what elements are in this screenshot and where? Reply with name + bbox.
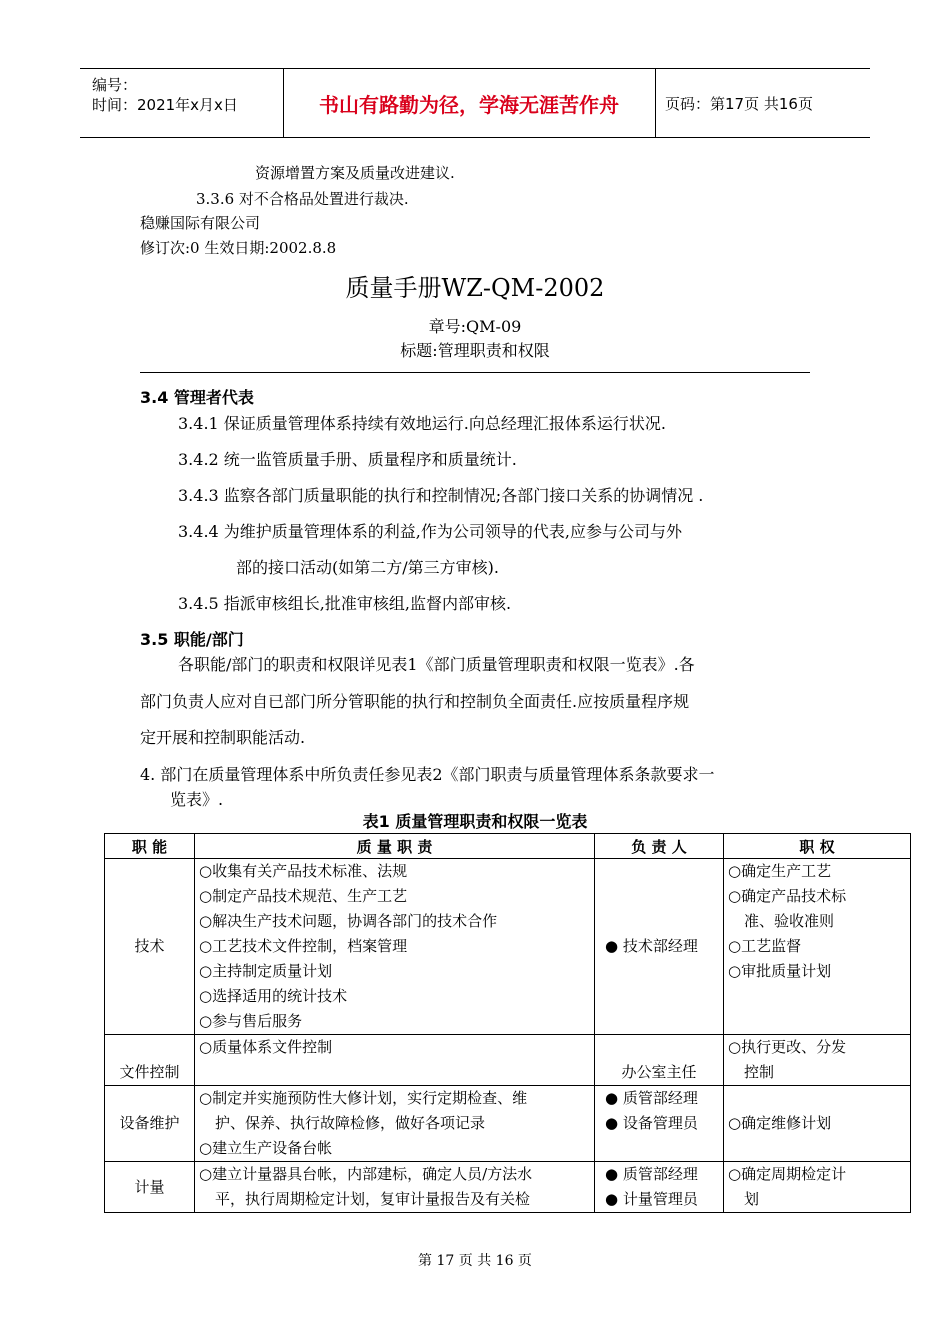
duties-cell <box>195 1162 595 1213</box>
authority-item: 控制 <box>744 1063 775 1081</box>
body-line: 3.3.6 对不合格品处置进行裁决. <box>196 190 409 208</box>
duty-item: ○建立生产设备台帐 <box>199 1139 333 1157</box>
authority-item: ○确定周期检定计 <box>728 1165 847 1183</box>
owner-item: ● 计量管理员 <box>605 1190 698 1208</box>
duty-item: ○主持制定质量计划 <box>199 962 333 980</box>
column-header: 负 责 人 <box>595 834 724 859</box>
authority-cell <box>724 1086 911 1162</box>
function-cell: 技术 <box>105 859 195 1035</box>
clause-item: 3.4.5 指派审核组长,批准审核组,监督内部审核. <box>178 594 512 613</box>
owner-cell <box>595 1162 724 1213</box>
table-header-row <box>105 834 911 859</box>
body-line: 资源增置方案及质量改进建议. <box>255 164 455 182</box>
duties-cell <box>195 859 595 1035</box>
header-meta <box>92 75 238 115</box>
company-name: 稳赚国际有限公司 <box>140 214 261 232</box>
authority-item: ○审批质量计划 <box>728 962 832 980</box>
paragraph-line: 定开展和控制职能活动. <box>140 728 306 747</box>
function-cell: 文件控制 <box>105 1035 195 1086</box>
clause-item: 3.4.1 保证质量管理体系持续有效地运行.向总经理汇报体系运行状况. <box>178 414 666 433</box>
duty-item: ○收集有关产品技术标准、法规 <box>199 862 408 880</box>
authority-cell <box>724 859 911 1035</box>
divider-rule <box>140 372 810 373</box>
header-page-label: 页码：第17页 共16页 <box>665 94 813 113</box>
duty-item: ○选择适用的统计技术 <box>199 987 348 1005</box>
clause-item: 3.4.2 统一监管质量手册、质量程序和质量统计. <box>178 450 517 469</box>
duties-cell <box>195 1086 595 1162</box>
page-header <box>80 68 870 138</box>
revision-info: 修订次:0 生效日期:2002.8.8 <box>140 239 337 257</box>
owner-cell <box>595 1086 724 1162</box>
owner-item: ● 质管部经理 <box>605 1089 698 1107</box>
owner-item: ● 质管部经理 <box>605 1165 698 1183</box>
owner-cell <box>595 1035 724 1086</box>
authority-item: ○确定生产工艺 <box>728 862 832 880</box>
duty-item: 平，执行周期检定计划，复审计量报告及有关检 <box>215 1190 531 1208</box>
column-header: 质 量 职 责 <box>195 834 595 859</box>
duty-item: ○制定产品技术规范、生产工艺 <box>199 887 408 905</box>
authority-item: ○确定产品技术标 <box>728 887 847 905</box>
column-header: 职 权 <box>724 834 911 859</box>
owner-item: ● 技术部经理 <box>605 937 698 955</box>
paragraph-line: 部门负责人应对自已部门所分管职能的执行和控制负全面责任.应按质量程序规 <box>140 692 690 711</box>
table-title: 表1 质量管理职责和权限一览表 <box>362 812 588 831</box>
column-header: 职 能 <box>105 834 195 859</box>
owner-item: ● 设备管理员 <box>605 1114 698 1132</box>
duty-item: ○工艺技术文件控制，档案管理 <box>199 937 408 955</box>
section-heading: 3.5 职能/部门 <box>140 630 244 649</box>
header-motto: 书山有路勤为径，学海无涯苦作舟 <box>319 92 619 117</box>
chapter-number: 章号:QM-09 <box>428 317 522 336</box>
owner-cell <box>595 859 724 1035</box>
table-row <box>105 1035 911 1086</box>
duty-item: ○参与售后服务 <box>199 1012 303 1030</box>
duty-item: 护、保养、执行故障检修，做好各项记录 <box>215 1114 486 1132</box>
paragraph-line: 览表》. <box>170 790 224 809</box>
authority-item: ○工艺监督 <box>728 937 802 955</box>
owner-item: 办公室主任 <box>621 1063 697 1081</box>
section-subject: 标题:管理职责和权限 <box>400 341 550 360</box>
authority-item: ○执行更改、分发 <box>728 1038 847 1056</box>
duty-item: ○制定并实施预防性大修计划，实行定期检查、维 <box>199 1089 528 1107</box>
duties-cell <box>195 1035 595 1086</box>
function-cell: 计量 <box>105 1162 195 1213</box>
time-label: 时间：2021年x月x日 <box>92 96 238 114</box>
responsibility-table <box>104 833 911 1213</box>
document-title: 质量手册WZ-QM-2002 <box>345 274 605 302</box>
clause-item: 3.4.3 监察各部门质量职能的执行和控制情况;各部门接口关系的协调情况 . <box>178 486 704 505</box>
header-divider <box>655 69 656 137</box>
authority-item: ○确定维修计划 <box>728 1114 832 1132</box>
authority-item: 准、验收准则 <box>744 912 835 930</box>
duty-item: ○质量体系文件控制 <box>199 1038 333 1056</box>
page-footer: 第 17 页 共 16 页 <box>418 1253 532 1269</box>
paragraph-line: 各职能/部门的职责和权限详见表1《部门质量管理职责和权限一览表》.各 <box>178 655 695 674</box>
section-heading: 3.4 管理者代表 <box>140 388 254 407</box>
clause-item-continued: 部的接口活动(如第二方/第三方审核). <box>236 558 499 577</box>
clause-item: 3.4.4 为维护质量管理体系的利益,作为公司领导的代表,应参与公司与外 <box>178 522 682 541</box>
authority-cell <box>724 1035 911 1086</box>
paragraph-line: 4. 部门在质量管理体系中所负责任参见表2《部门职责与质量管理体系条款要求一 <box>140 765 715 784</box>
authority-cell <box>724 1162 911 1213</box>
duty-item: ○解决生产技术问题，协调各部门的技术合作 <box>199 912 498 930</box>
number-label: 编号： <box>92 76 138 94</box>
table-row <box>105 1086 911 1162</box>
table-row <box>105 859 911 1035</box>
duty-item: ○建立计量器具台帐，内部建标，确定人员/方法水 <box>199 1165 533 1183</box>
authority-item: 划 <box>744 1190 760 1208</box>
table-row <box>105 1162 911 1213</box>
function-cell: 设备维护 <box>105 1086 195 1162</box>
